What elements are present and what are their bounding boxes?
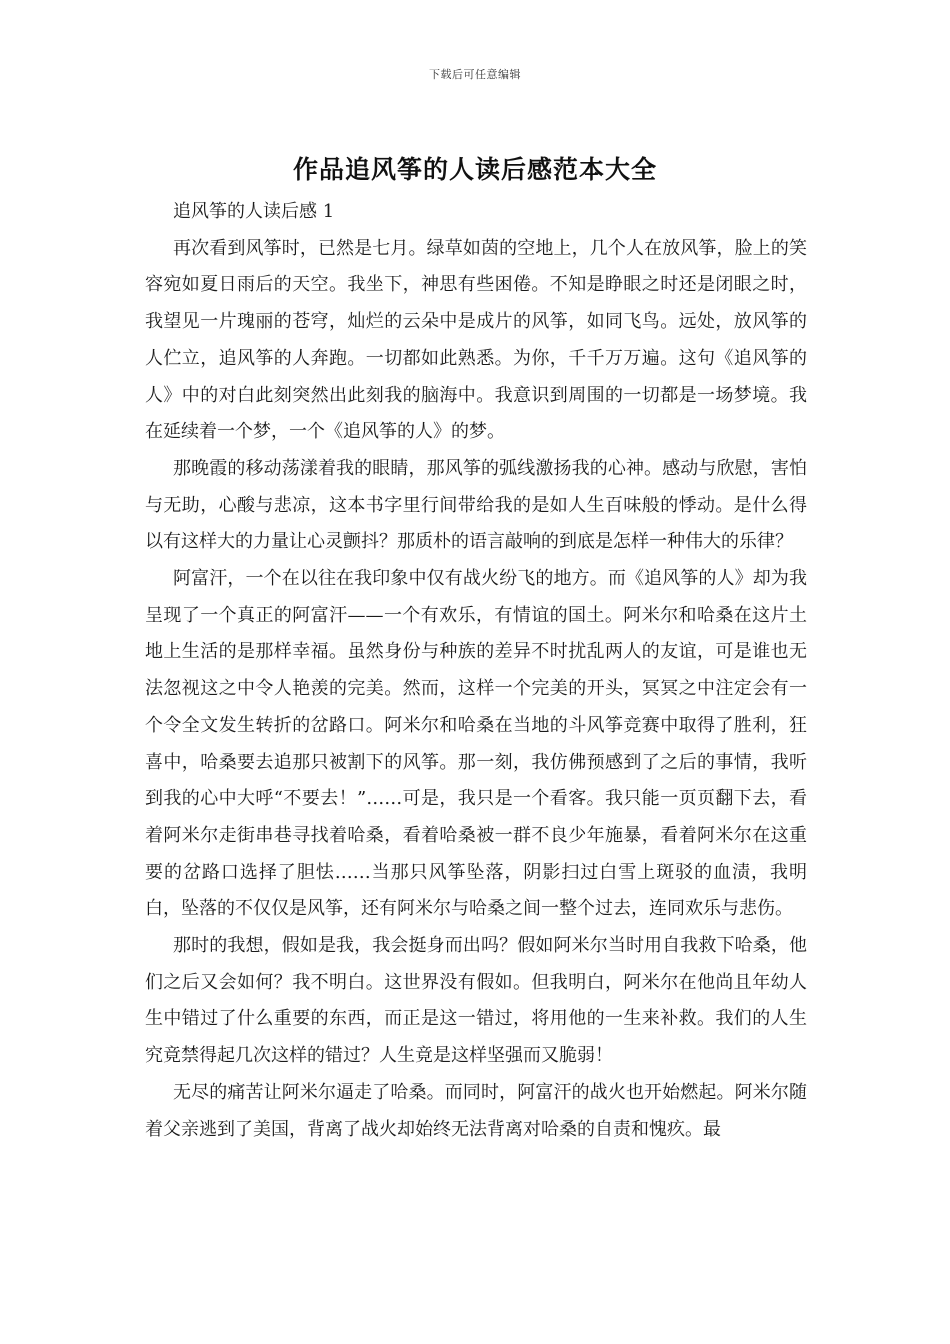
- body-paragraph: 阿富汗，一个在以往在我印象中仅有战火纷飞的地方。而《追风筝的人》却为我呈现了一个真正的阿富汗——一个有欢乐，有情谊的国土。阿米尔和哈桑在这片土地上生活的是那样幸福。虽然身份与种族的差异不时扰乱两人的友谊，可是谁也无法忽视这之中令人艳羡的完美。然而，这样一个完美的开头，冥冥之中注定会有一个令全文发生转折的岔路口。阿米尔和哈桑在当地的斗风筝竞赛中取得了胜利，狂喜中，哈桑要去追那只被割下的风筝。那一刻，我仿佛预感到了之后的事情，我听到我的心中大呼“不要去！”……可是，我只是一个看客。我只能一页页翻下去，看着阿米尔走街串巷寻找着哈桑，看着哈桑被一群不良少年施暴，看着阿米尔在这重要的岔路口选择了胆怯……当那只风筝坠落，阴影扫过白雪上斑驳的血渍，我明白，坠落的不仅仅是风筝，还有阿米尔与哈桑之间一整个过去，连同欢乐与悲伤。: [145, 568, 807, 920]
- page-header-note: 下载后可任意编辑: [429, 68, 521, 81]
- body-paragraph: 那晚霞的移动荡漾着我的眼睛，那风筝的弧线激扬我的心神。感动与欣慰，害怕与无助，心酸与悲凉，这本书字里行间带给我的是如人生百味般的悸动。是什么得以有这样大的力量让心灵颤抖？那质朴的语言敲响的到底是怎样一种伟大的乐律？: [145, 457, 807, 553]
- document-title: 作品追风筝的人读后感范本大全: [292, 155, 657, 184]
- body-paragraph: 无尽的痛苦让阿米尔逼走了哈桑。而同时，阿富汗的战火也开始燃起。阿米尔随着父亲逃到了美国，背离了战火却始终无法背离对哈桑的自责和愧疚。最: [145, 1081, 807, 1140]
- body-paragraph: 再次看到风筝时，已然是七月。绿草如茵的空地上，几个人在放风筝，脸上的笑容宛如夏日雨后的天空。我坐下，神思有些困倦。不知是睁眼之时还是闭眼之时，我望见一片瑰丽的苍穹，灿烂的云朵中是成片的风筝，如同飞鸟。远处，放风筝的人伫立，追风筝的人奔跑。一切都如此熟悉。为你，千千万万遍。这句《追风筝的人》中的对白此刻突然出此刻我的脑海中。我意识到周围的一切都是一场梦境。我在延续着一个梦，一个《追风筝的人》的梦。: [145, 237, 807, 443]
- section-subheading: 追风筝的人读后感 1: [173, 201, 335, 222]
- document-body: [145, 194, 807, 1148]
- body-paragraph: 那时的我想，假如是我，我会挺身而出吗？假如阿米尔当时用自我救下哈桑，他们之后又会如何？我不明白。这世界没有假如。但我明白，阿米尔在他尚且年幼人生中错过了什么重要的东西，而正是这一错过，将用他的一生来补救。我们的人生究竟禁得起几次这样的错过？人生竟是这样坚强而又脆弱！: [145, 935, 807, 1067]
